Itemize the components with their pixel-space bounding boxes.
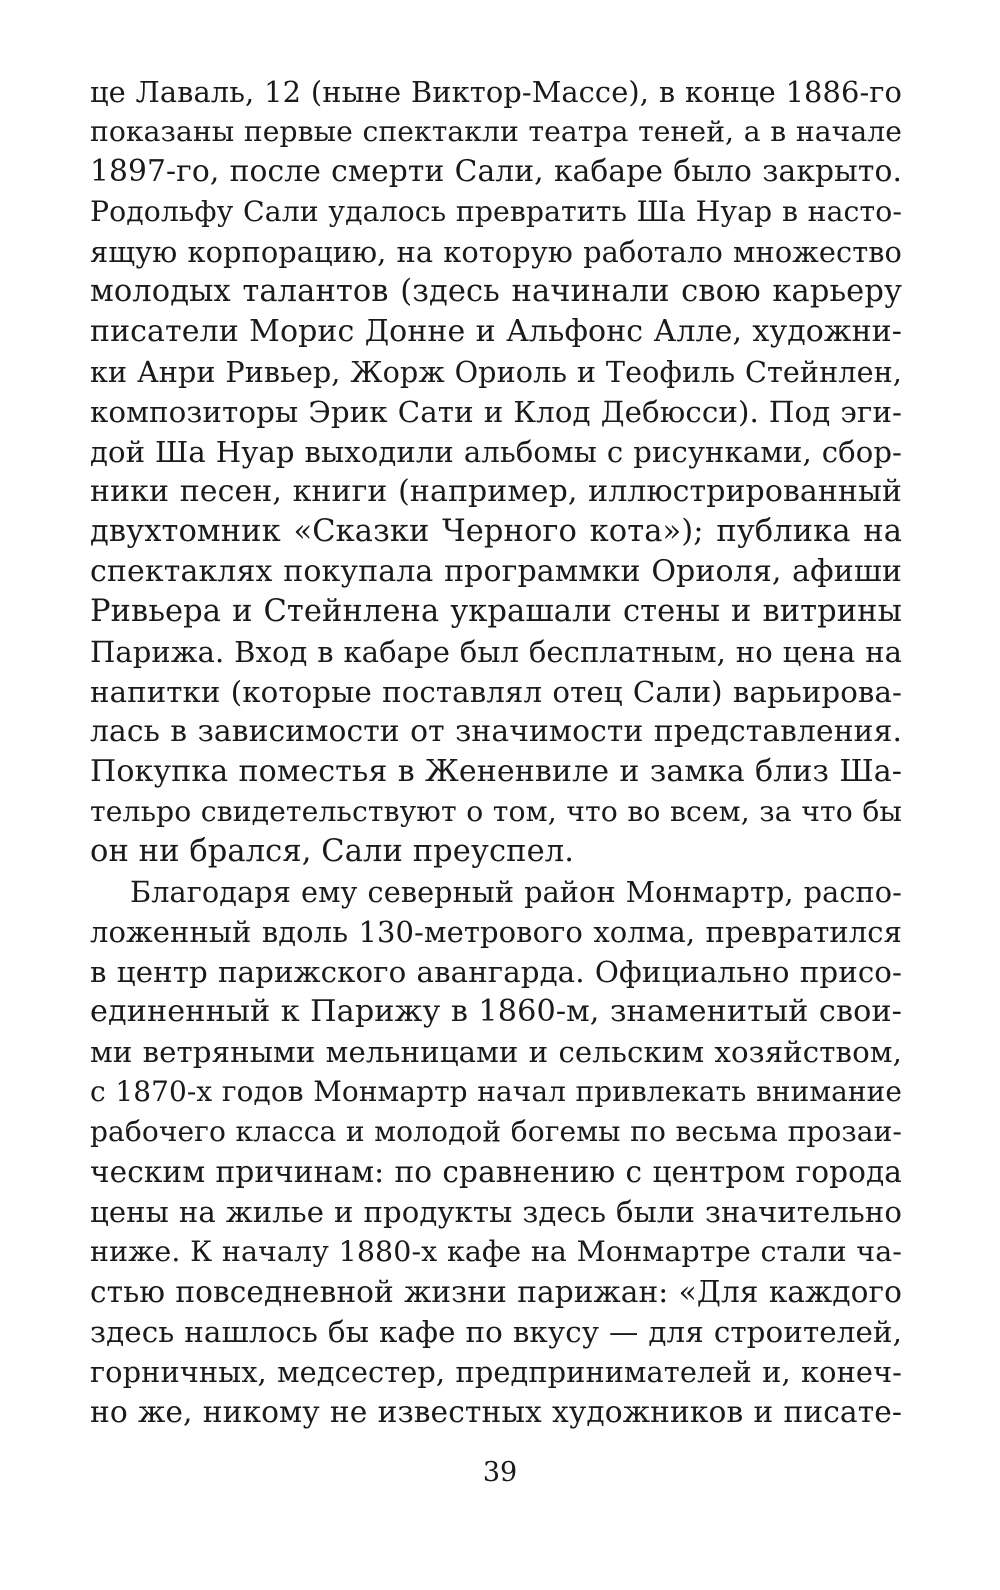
text-line: це Лаваль, 12 (ныне Виктор-Массе), в конце 1886-го <box>90 75 902 109</box>
text-line: с 1870-х годов Монмартр начал привлекать внимание <box>90 1075 902 1108</box>
text-line: Ривьера и Стейнлена украшали стены и витрины <box>90 594 902 629</box>
text-line: Благодаря ему северный район Монмартр, распо- <box>130 875 902 909</box>
text-line: композиторы Эрик Сати и Клод Дебюсси). Под эги- <box>90 395 902 429</box>
text-line: двухтомник «Сказки Черного кота»); публика на <box>90 514 902 549</box>
text-line: единенный к Парижу в 1860-м, знаменитый свои- <box>90 994 902 1029</box>
text-line: ниже. К началу 1880-х кафе на Монмартре стали ча- <box>90 1235 902 1268</box>
text-line: Парижа. Вход в кабаре был бесплатным, но цена на <box>90 635 902 669</box>
text-line: он ни брался, Сали преуспел. <box>90 834 574 869</box>
text-line: горничных, медсестер, предпринимателей и, конеч- <box>90 1355 902 1389</box>
text-line: стью повседневной жизни парижан: «Для каждого <box>90 1275 902 1309</box>
text-line: лась в зависимости от значимости представления. <box>90 714 902 749</box>
text-line: ми ветряными мельницами и сельским хозяйством, <box>90 1035 902 1069</box>
text-line: в центр парижского авангарда. Официально присо- <box>90 955 902 989</box>
text-line: цены на жилье и продукты здесь были значительно <box>90 1195 902 1229</box>
text-line: напитки (которые поставлял отец Сали) варьирова- <box>90 675 902 709</box>
paragraph-1 <box>90 72 902 872</box>
page-number: 39 <box>482 1457 518 1488</box>
text-line: но же, никому не известных художников и писате- <box>90 1394 902 1429</box>
text-line: ческим причинам: по сравнению с центром города <box>90 1155 902 1189</box>
text-line: тельро свидетельствуют о том, что во всем, за что бы <box>90 795 902 828</box>
text-line: дой Ша Нуар выходили альбомы с рисунками, сбор- <box>90 435 902 469</box>
text-line: показаны первые спектакли театра теней, а в начале <box>90 115 902 148</box>
text-line: ложенный вдоль 130-метрового холма, превратился <box>90 915 902 949</box>
text-line: ящую корпорацию, на которую работало множество <box>90 235 902 269</box>
book-page-text <box>90 72 902 1432</box>
text-line: Родольфу Сали удалось превратить Ша Нуар в насто- <box>90 195 902 228</box>
text-line: ники песен, книги (например, иллюстрированный <box>90 474 902 509</box>
text-line: 1897-го, после смерти Сали, кабаре было закрыто. <box>90 154 902 189</box>
paragraph-2 <box>90 872 902 1432</box>
text-line: рабочего класса и молодой богемы по весьма прозаи- <box>90 1115 902 1148</box>
text-line: писатели Морис Донне и Альфонс Алле, художни- <box>90 314 902 349</box>
text-line: здесь нашлось бы кафе по вкусу — для строителей, <box>90 1315 902 1349</box>
text-line: спектаклях покупала программки Ориоля, афиши <box>90 554 902 589</box>
text-line: Покупка поместья в Жененвиле и замка близ Ша- <box>90 754 902 789</box>
text-line: ки Анри Ривьер, Жорж Ориоль и Теофиль Стейнлен, <box>90 355 902 389</box>
text-line: молодых талантов (здесь начинали свою карьеру <box>90 274 902 309</box>
